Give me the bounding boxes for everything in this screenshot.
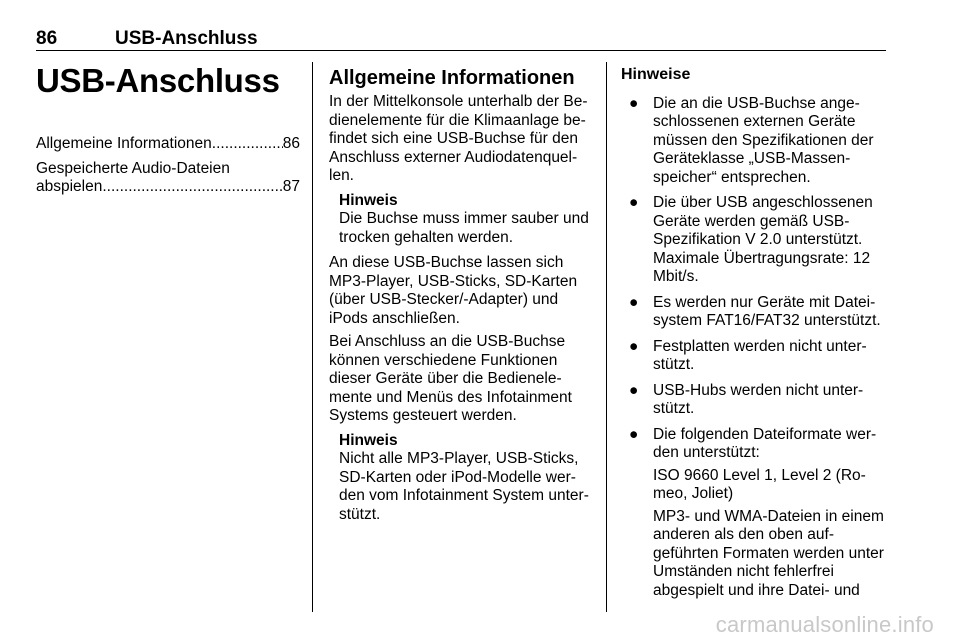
right-column	[621, 62, 886, 607]
bullet-icon: ●	[629, 337, 639, 355]
toc-entry-text-line1: Gespeicherte Audio-Dateien	[36, 159, 230, 177]
note-text: Nicht alle MP3-Player, USB-Sticks, SD-Karten oder iPod-Modelle werden vom Infotainment System unterstützt.	[339, 450, 589, 523]
toc-leader-dots	[212, 135, 283, 154]
column-divider-right	[606, 62, 607, 612]
note-label: Hinweis	[339, 431, 398, 449]
column-divider-left	[312, 62, 313, 612]
list-item: ● Festplatten werden nicht unterstützt.	[629, 337, 867, 373]
left-column	[36, 62, 300, 203]
section-title: Allgemeine Informationen	[329, 67, 575, 89]
list-item: ● Es werden nur Geräte mit Dateisystem FAT16/FAT32 unterstützt.	[629, 293, 881, 329]
chapter-title: USB-Anschluss	[36, 62, 280, 99]
watermark: carmanualsonline.info	[715, 612, 934, 637]
paragraph-devices: An diese USB-Buchse lassen sich MP3-Player, USB-Sticks, SD-Karten (über USB-Stecker/-Adapter) und iPods anschließen.	[329, 254, 578, 327]
note-label: Hinweis	[339, 191, 398, 209]
note-box	[339, 192, 591, 248]
list-item: ● Die an die USB-Buchse angeschlossenen externen Geräte müssen den Spezifikationen der Geräteklasse „USB-Massenspeicher“ entsprechen.	[629, 94, 874, 186]
note-text: Die Buchse muss immer sauber und trocken gehalten werden.	[339, 210, 589, 246]
toc-leader-dots	[102, 178, 282, 197]
list-item: ● Die folgenden Dateiformate werden unterstützt: ISO 9660 Level 1, Level 2 (Romeo, Joliet) MP3- und WMA-Dateien in einem anderen als den oben aufgeführten Formaten werden unter Umständen nicht fehlerfrei abgespielt und ihre Datei- und	[621, 426, 886, 601]
toc-entry-page: 87	[282, 178, 300, 195]
paragraph-intro: In der Mittelkonsole unterhalb der Bedienelemente für die Klimaanlage befindet sich eine USB-Buchse für den Anschluss externer Audiodatenquellen.	[329, 93, 588, 184]
bullet-icon: ●	[629, 425, 639, 443]
running-header-title: USB-Anschluss	[115, 28, 258, 49]
page-number: 86	[36, 28, 58, 49]
bullet-icon: ●	[629, 293, 639, 311]
bullet-icon: ●	[629, 94, 639, 112]
toc-entry-general-info[interactable]	[36, 135, 300, 154]
sub-paragraph: ISO 9660 Level 1, Level 2 (Romeo, Joliet)	[653, 466, 866, 502]
notes-list	[621, 95, 886, 601]
header-rule	[36, 50, 886, 51]
sub-paragraph: MP3- und WMA-Dateien in einem anderen als den oben aufgeführten Formaten werden unter Umständen nicht fehlerfrei abgespielt und ihre Datei- und	[653, 507, 884, 599]
bullet-icon: ●	[629, 194, 639, 211]
toc-entry-text: abspielen	[36, 178, 103, 195]
bullet-icon: ●	[629, 381, 639, 399]
notes-heading: Hinweise	[621, 66, 691, 83]
list-item: ● USB-Hubs werden nicht unterstützt.	[629, 381, 864, 417]
toc-entry-page: 86	[282, 135, 300, 152]
list-item: ● Die über USB angeschlossenen Geräte werden gemäß USB-Spezifikation V 2.0 unterstützt. Maximale Übertragungsrate: 12 Mbit/s.	[629, 194, 873, 285]
middle-column	[329, 62, 591, 531]
paragraph-functions: Bei Anschluss an die USB-Buchse können verschiedene Funktionen dieser Geräte über die Bedienelemente und Menüs des Infotainment Systems gesteuert werden.	[329, 333, 572, 424]
toc-entry-text: Allgemeine Informationen	[36, 135, 212, 152]
note-box	[339, 432, 591, 525]
toc-entry-audio-files[interactable]	[36, 160, 300, 197]
